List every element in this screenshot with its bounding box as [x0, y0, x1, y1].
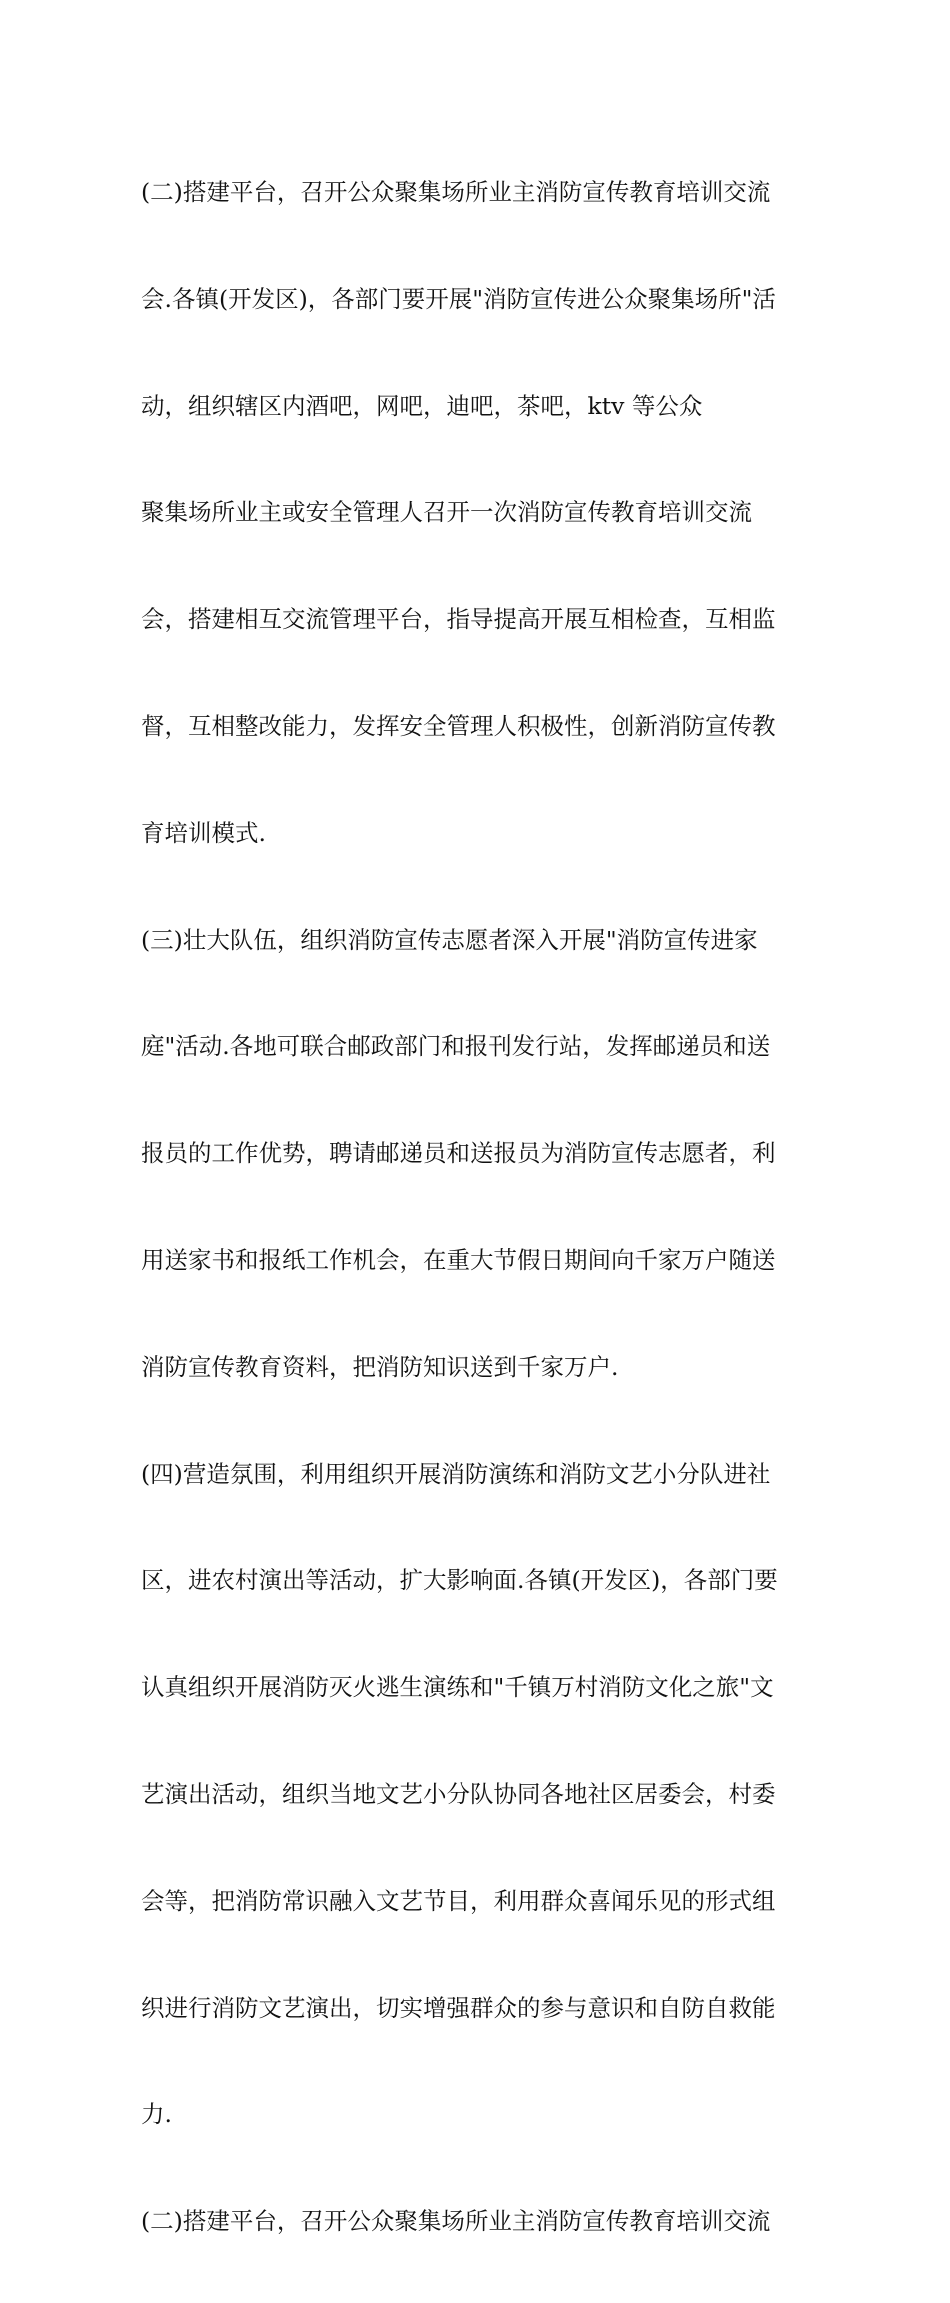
- text-line: (二)搭建平台，召开公众聚集场所业主消防宣传教育培训交流: [141, 2207, 771, 2236]
- text-line: 会，搭建相互交流管理平台，指导提高开展互相检查，互相监: [141, 605, 776, 634]
- text-line: 艺演出活动，组织当地文艺小分队协同各地社区居委会，村委: [141, 1779, 776, 1808]
- text-line: 报员的工作优势，聘请邮递员和送报员为消防宣传志愿者，利: [141, 1139, 776, 1168]
- text-line: 力.: [141, 2100, 172, 2129]
- text-line: 督，互相整改能力，发挥安全管理人积极性，创新消防宣传教: [141, 711, 776, 740]
- text-line: 聚集场所业主或安全管理人召开一次消防宣传教育培训交流: [141, 498, 752, 527]
- text-line: (四)营造氛围，利用组织开展消防演练和消防文艺小分队进社: [141, 1459, 771, 1488]
- body-text: [141, 111, 821, 2303]
- text-line: 认真组织开展消防灭火逃生演练和"千镇万村消防文化之旅"文: [141, 1673, 774, 1702]
- text-line: 用送家书和报纸工作机会，在重大节假日期间向千家万户随送: [141, 1245, 776, 1274]
- text-line: 会等，把消防常识融入文艺节目，利用群众喜闻乐见的形式组: [141, 1886, 776, 1915]
- text-line: (二)搭建平台，召开公众聚集场所业主消防宣传教育培训交流: [141, 178, 771, 206]
- text-line: 庭"活动.各地可联合邮政部门和报刊发行站，发挥邮递员和送: [141, 1032, 771, 1061]
- text-line: 会.各镇(开发区)，各部门要开展"消防宣传进公众聚集场所"活: [141, 284, 776, 313]
- text-line: 区，进农村演出等活动，扩大影响面.各镇(开发区)，各部门要: [141, 1566, 778, 1595]
- text-line: 织进行消防文艺演出，切实增强群众的参与意识和自防自救能: [141, 1993, 776, 2022]
- text-line: 育培训模式.: [141, 818, 266, 847]
- text-line: (三)壮大队伍，组织消防宣传志愿者深入开展"消防宣传进家: [141, 925, 758, 954]
- text-line: 动，组织辖区内酒吧，网吧，迪吧，茶吧，ktv 等公众: [141, 391, 703, 420]
- text-line: 消防宣传教育资料，把消防知识送到千家万户.: [141, 1352, 619, 1381]
